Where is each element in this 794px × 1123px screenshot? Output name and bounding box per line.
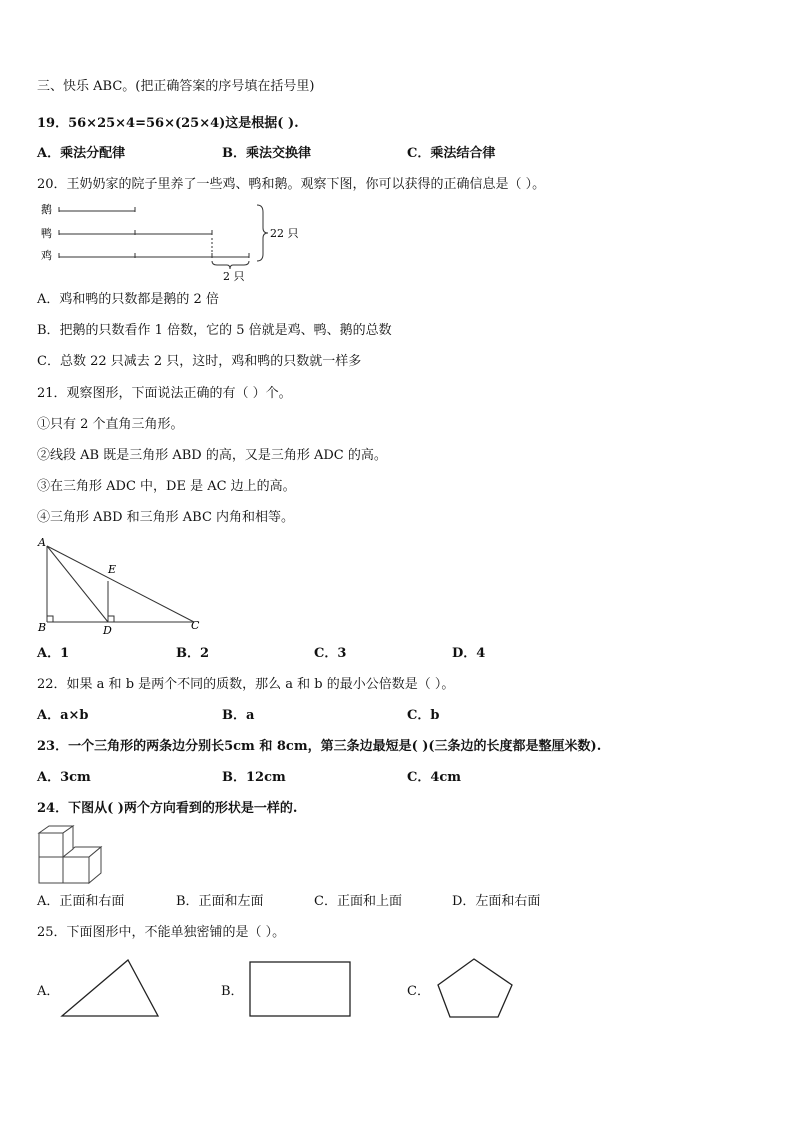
q19-option-c[interactable]: C．乘法结合律 (407, 146, 496, 161)
point-c: C (191, 619, 200, 632)
q21-statement-2: ②线段 AB 既是三角形 ABD 的高，又是三角形 ADC 的高。 (37, 448, 387, 463)
q20-bar-diagram (37, 198, 299, 283)
q21-option-d[interactable]: D．4 (452, 646, 486, 661)
q21-option-c[interactable]: C．3 (314, 646, 347, 661)
q19-stem: 19．56×25×4=56×(25×4)这是根据( ). (37, 116, 299, 131)
point-d: D (103, 624, 112, 637)
q21-statement-3: ③在三角形 ADC 中，DE 是 AC 边上的高。 (37, 479, 296, 494)
q19-option-b[interactable]: B．乘法交换律 (222, 146, 311, 161)
label-chicken: 鸡 (41, 249, 52, 262)
q21-triangle-figure (36, 536, 216, 636)
q22-option-b[interactable]: B．a (222, 708, 255, 723)
segment-ac (47, 546, 194, 622)
q21-option-b[interactable]: B．2 (176, 646, 210, 661)
q22-option-a[interactable]: A．a×b (37, 708, 89, 723)
q23-option-b[interactable]: B．12cm (222, 770, 286, 785)
total-label: 22 只 (270, 227, 299, 240)
q24-option-b[interactable]: B．正面和左面 (176, 894, 264, 909)
extra-label: 2 只 (223, 270, 245, 283)
q21-statement-1: ①只有 2 个直角三角形。 (37, 417, 184, 432)
q21-stem: 21．观察图形，下面说法正确的有（ ）个。 (37, 386, 292, 401)
q25-triangle-shape[interactable] (60, 958, 160, 1018)
q22-option-c[interactable]: C．b (407, 708, 440, 723)
q23-stem: 23．一个三角形的两条边分别长5cm 和 8cm，第三条边最短是( )(三条边的长度都是整厘米数). (37, 739, 602, 754)
extra-brace (212, 261, 249, 269)
segment-ad (47, 546, 108, 622)
q20-option-b[interactable]: B．把鹅的只数看作 1 倍数，它的 5 倍就是鸡、鸭、鹅的总数 (37, 323, 392, 338)
total-brace (257, 205, 268, 261)
q24-option-a[interactable]: A．正面和右面 (37, 894, 125, 909)
q23-option-c[interactable]: C．4cm (407, 770, 462, 785)
label-goose: 鹅 (41, 203, 52, 216)
q25-rectangle-shape[interactable] (249, 960, 353, 1020)
point-b: B (38, 621, 47, 634)
point-e: E (108, 563, 117, 576)
q22-stem: 22．如果 a 和 b 是两个不同的质数，那么 a 和 b 的最小公倍数是（ ）。 (37, 677, 455, 692)
q21-statement-4: ④三角形 ABD 和三角形 ABC 内角和相等。 (37, 510, 295, 525)
q24-cube-figure (37, 825, 109, 885)
section-title: 三、快乐 ABC。(把正确答案的序号填在括号里) (37, 79, 315, 94)
q20-stem: 20．王奶奶家的院子里养了一些鸡、鸭和鹅。观察下图，你可以获得的正确信息是（ ）。 (37, 177, 546, 192)
q24-option-c[interactable]: C．正面和上面 (314, 894, 402, 909)
q25-stem: 25．下面图形中，不能单独密铺的是（ ）。 (37, 925, 286, 940)
q20-option-c[interactable]: C．总数 22 只减去 2 只，这时，鸡和鸭的只数就一样多 (37, 354, 362, 369)
q25-option-a[interactable]: A． (37, 984, 60, 999)
point-a: A (38, 536, 46, 549)
q25-option-b[interactable]: B． (221, 984, 244, 999)
q25-option-c[interactable]: C． (407, 984, 430, 999)
q21-option-a[interactable]: A．1 (37, 646, 70, 661)
q20-option-a[interactable]: A．鸡和鸭的只数都是鹅的 2 倍 (37, 292, 219, 307)
label-duck: 鸭 (41, 227, 52, 240)
q25-pentagon-shape[interactable] (436, 957, 516, 1021)
q23-option-a[interactable]: A．3cm (37, 770, 91, 785)
q24-stem: 24．下图从( )两个方向看到的形状是一样的. (37, 801, 298, 816)
q24-option-d[interactable]: D．左面和右面 (452, 894, 541, 909)
q19-option-a[interactable]: A．乘法分配律 (37, 146, 126, 161)
